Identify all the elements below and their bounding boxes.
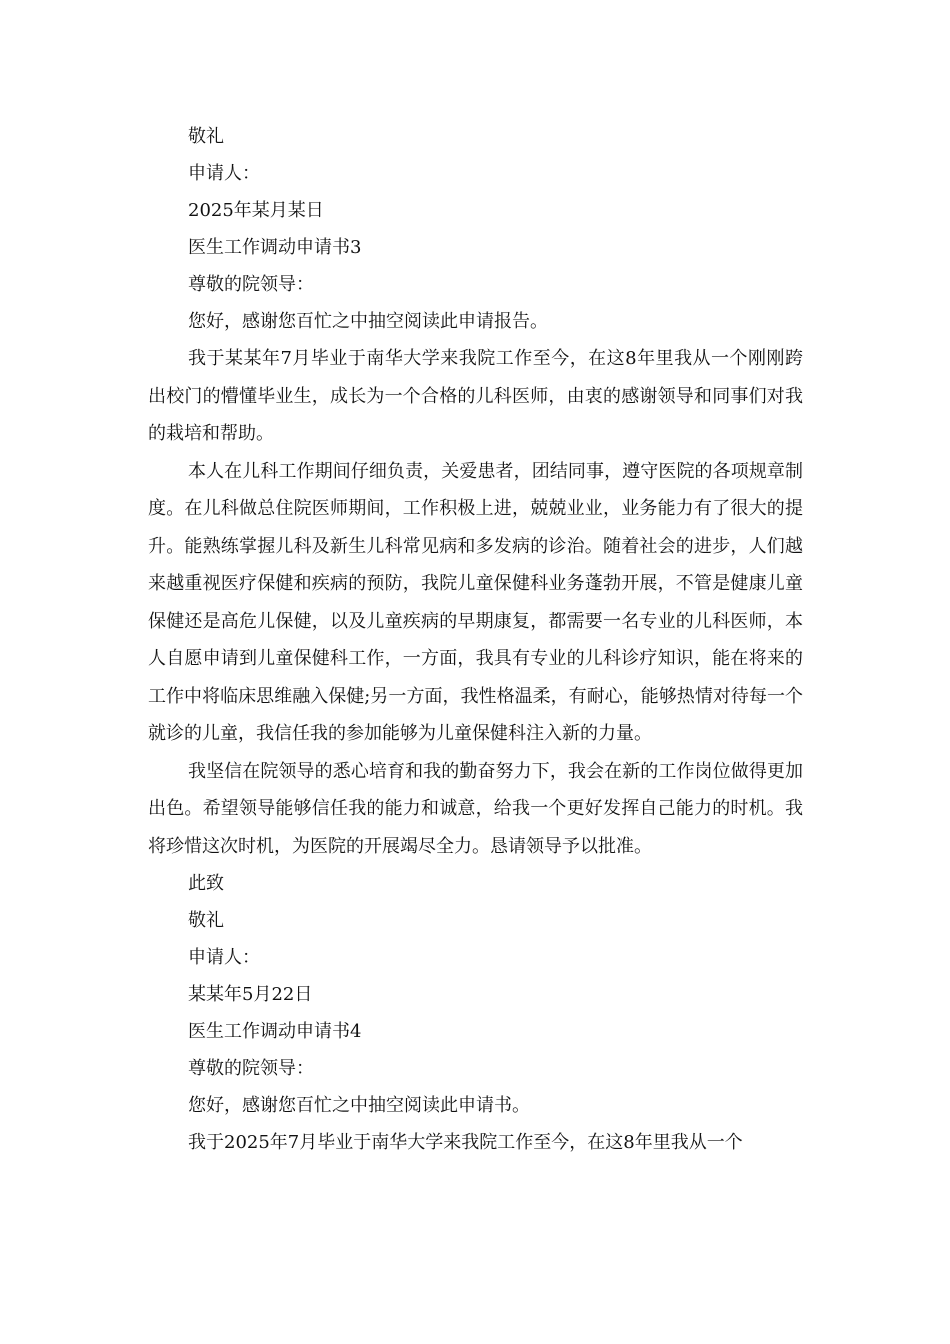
- section-title: 医生工作调动申请书4: [188, 1021, 362, 1042]
- recipient-line: 尊敬的院领导：: [188, 274, 314, 295]
- date-line: 2025年某月某日: [188, 200, 324, 221]
- body-paragraph: 我于某某年7月毕业于南华大学来我院工作至今，在这8年里我从一个刚刚跨出校门的懵懂毕业生，成长为一个合格的儿科医师，由衷的感谢领导和同事们对我的栽培和帮助。: [148, 348, 803, 444]
- salutation-line: 敬礼: [188, 910, 224, 931]
- date-line: 某某年5月22日: [188, 984, 313, 1005]
- recipient-line: 尊敬的院领导：: [188, 1058, 314, 1079]
- document-body: [148, 118, 803, 1161]
- body-paragraph-start: 我于2025年7月毕业于南华大学来我院工作至今，在这8年里我从一个: [188, 1132, 743, 1153]
- applicant-label: 申请人：: [188, 947, 260, 968]
- applicant-label: 申请人：: [188, 163, 260, 184]
- body-paragraph: 我坚信在院领导的悉心培育和我的勤奋努力下，我会在新的工作岗位做得更加出色。希望领导能够信任我的能力和诚意，给我一个更好发挥自己能力的时机。我将珍惜这次时机，为医院的开展竭尽全力。恳请领导予以批准。: [148, 760, 803, 857]
- salutation-line: 敬礼: [188, 126, 224, 147]
- body-paragraph: 本人在儿科工作期间仔细负责，关爱患者，团结同事，遵守医院的各项规章制度。在儿科做总住院医师期间，工作积极上进，兢兢业业，业务能力有了很大的提升。能熟练掌握儿科及新生儿科常见病和多发病的诊治。随着社会的进步，人们越来越重视医疗保健和疾病的预防，我院儿童保健科业务蓬勃开展，不管是健康儿童保健还是高危儿保健，以及儿童疾病的早期康复，都需要一名专业的儿科医师，本人自愿申请到儿童保健科工作，一方面，我具有专业的儿科诊疗知识，能在将来的工作中将临床思维融入保健;另一方面，我性格温柔，有耐心，能够热情对待每一个就诊的儿童，我信任我的参加能够为儿童保健科注入新的力量。: [148, 460, 803, 744]
- greeting-line: 您好，感谢您百忙之中抽空阅读此申请书。: [188, 1095, 530, 1116]
- section-title: 医生工作调动申请书3: [188, 237, 362, 258]
- greeting-line: 您好，感谢您百忙之中抽空阅读此申请报告。: [188, 311, 548, 332]
- closing-line: 此致: [188, 873, 224, 894]
